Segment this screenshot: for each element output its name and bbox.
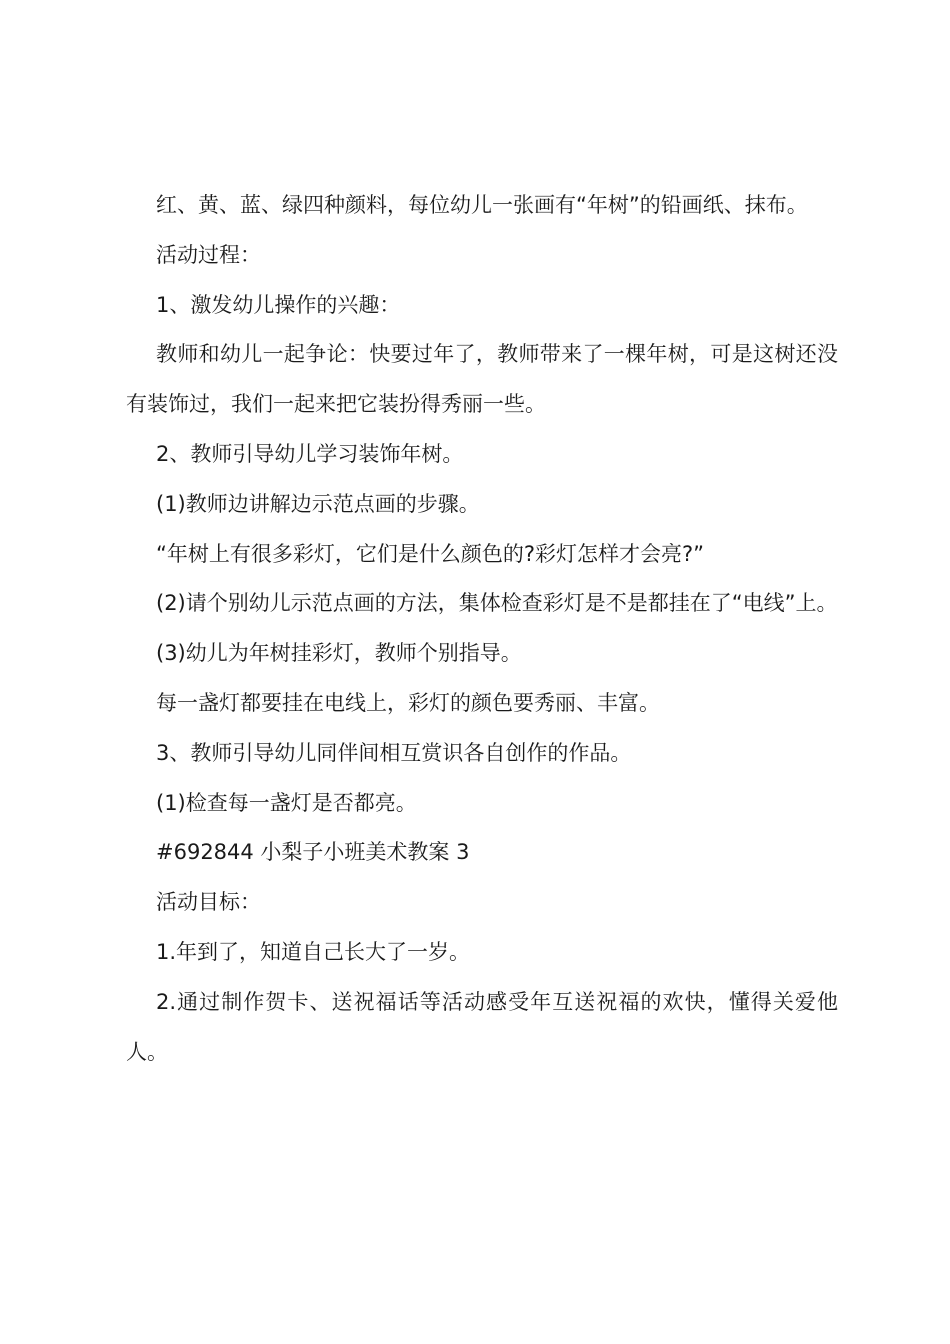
paragraph-step-2: 2、教师引导幼儿学习装饰年树。 xyxy=(156,441,464,466)
paragraph-step-3-1: (1)检查每一盏灯是否都亮。 xyxy=(156,790,417,815)
paragraph-lesson-title: #692844 小梨子小班美术教案 3 xyxy=(156,840,470,865)
document-body xyxy=(126,181,838,1077)
paragraph-step-2-2: (2)请个别幼儿示范点画的方法，集体检查彩灯是不是都挂在了“电线”上。 xyxy=(156,591,838,616)
paragraph-step-3: 3、教师引导幼儿同伴间相互赏识各自创作的作品。 xyxy=(156,740,632,765)
paragraph-goal-1: 1.年到了，知道自己长大了一岁。 xyxy=(156,939,471,964)
paragraph-goal-2: 2.通过制作贺卡、送祝福话等活动感受年互送祝福的欢快，懂得关爱他人。 xyxy=(126,989,838,1064)
paragraph-discussion: 教师和幼儿一起争论：快要过年了，教师带来了一棵年树，可是这树还没有装饰过，我们一起来把它装扮得秀丽一些。 xyxy=(126,342,838,417)
paragraph-materials: 红、黄、蓝、绿四种颜料，每位幼儿一张画有“年树”的铅画纸、抹布。 xyxy=(156,193,808,217)
paragraph-process-heading: 活动过程： xyxy=(156,242,261,267)
paragraph-step-2-1: (1)教师边讲解边示范点画的步骤。 xyxy=(156,491,480,516)
paragraph-step-1: 1、激发幼儿操作的兴趣： xyxy=(156,292,401,317)
paragraph-step-2-3: (3)幼儿为年树挂彩灯，教师个别指导。 xyxy=(156,641,522,666)
paragraph-goals-heading: 活动目标： xyxy=(156,890,261,915)
paragraph-lamp-note: 每一盏灯都要挂在电线上，彩灯的颜色要秀丽、丰富。 xyxy=(156,690,660,715)
paragraph-question: “年树上有很多彩灯，它们是什么颜色的?彩灯怎样才会亮?” xyxy=(156,541,705,566)
